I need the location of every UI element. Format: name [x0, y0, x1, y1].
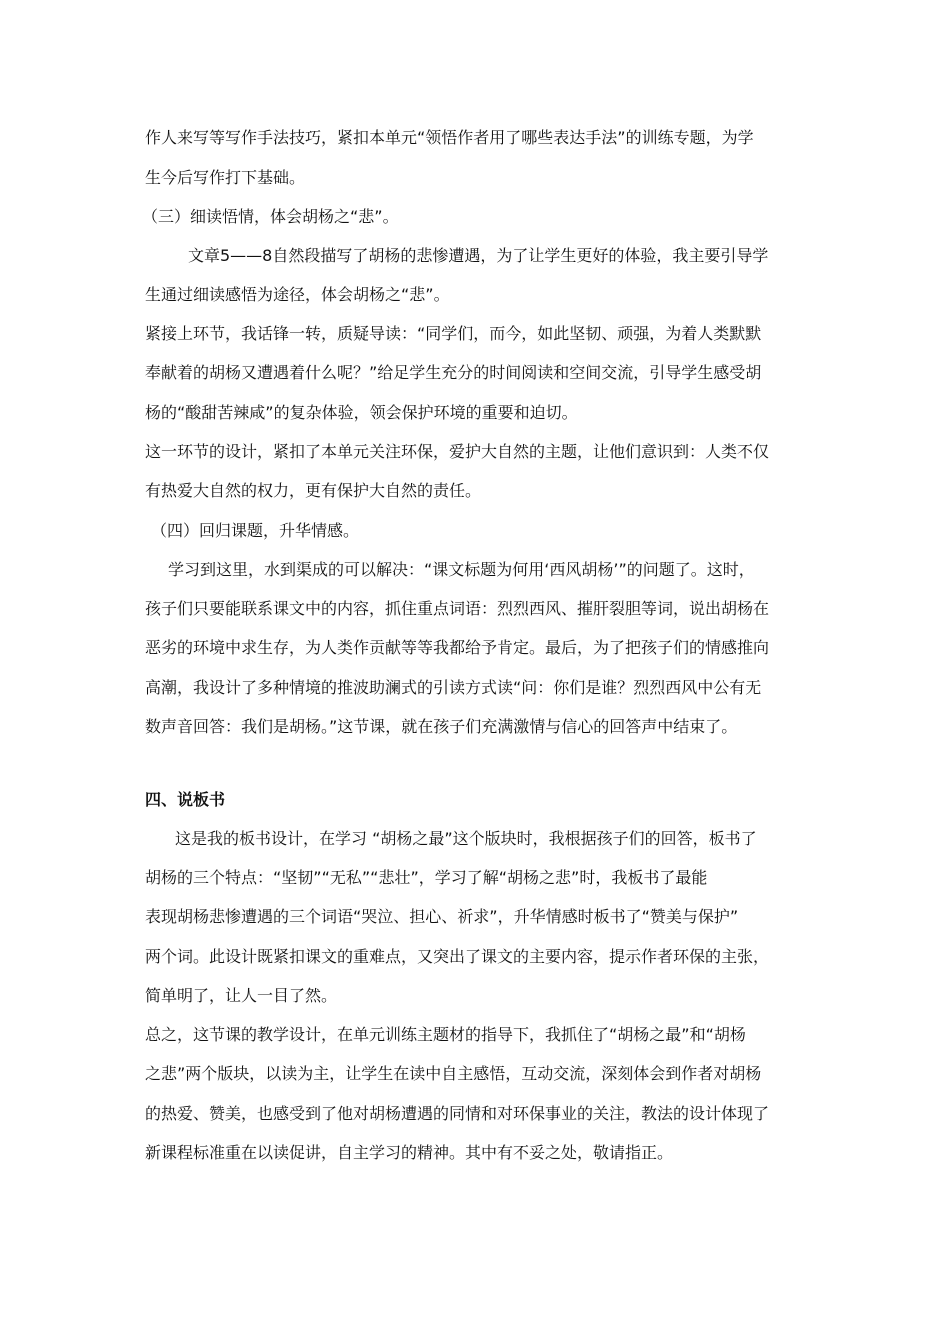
text-line: 数声音回答：我们是胡杨。”这节课，就在孩子们充满激情与信心的回答声中结束了。 [145, 717, 738, 736]
text-line: 奉献着的胡杨又遭遇着什么呢？”给足学生充分的时间阅读和空间交流，引导学生感受胡 [145, 363, 762, 382]
text-line: 的热爱、赞美，也感受到了他对胡杨遭遇的同情和对环保事业的关注，教法的设计体现了 [145, 1104, 770, 1123]
text-line: 之悲”两个版块，以读为主，让学生在读中自主感悟，互动交流，深刻体会到作者对胡杨 [145, 1064, 762, 1083]
text-line: 有热爱大自然的权力，更有保护大自然的责任。 [145, 481, 482, 500]
text-line: 两个词。此设计既紧扣课文的重难点，又突出了课文的主要内容，提示作者环保的主张， [145, 947, 770, 966]
text-line: 紧接上环节，我话锋一转，质疑导读：“同学们，而今，如此坚韧、顽强，为着人类默默 [145, 324, 762, 343]
text-line: 杨的“酸甜苦辣咸”的复杂体验，领会保护环境的重要和迫切。 [145, 403, 578, 422]
text-line: 学习到这里，水到渠成的可以解决：“课文标题为何用‘西风胡杨’”的问题了。这时， [168, 560, 755, 579]
text-line: 新课程标准重在以读促讲，自主学习的精神。其中有不妥之处，敬请指正。 [145, 1143, 674, 1162]
text-line: 这一环节的设计，紧扣了本单元关注环保，爱护大自然的主题，让他们意识到：人类不仅 [145, 442, 770, 461]
text-line: 这是我的板书设计，在学习 “胡杨之最”这个版块时，我根据孩子们的回答，板书了 [175, 829, 757, 848]
section-heading-4: （四）回归课题，升华情感。 [151, 521, 360, 540]
text-line: 总之，这节课的教学设计，在单元训练主题材的指导下，我抓住了“胡杨之最”和“胡杨 [145, 1025, 746, 1044]
text-line: 表现胡杨悲惨遭遇的三个词语“哭泣、担心、祈求”，升华情感时板书了“赞美与保护” [145, 907, 739, 926]
text-line: 文章5——8自然段描写了胡杨的悲惨遭遇，为了让学生更好的体验，我主要引导学 [188, 246, 769, 265]
text-line: 生今后写作打下基础。 [145, 168, 306, 187]
section-heading-3: （三）细读悟情，体会胡杨之“悲”。 [142, 207, 399, 226]
text-line: 恶劣的环境中求生存，为人类作贡献等等我都给予肯定。最后，为了把孩子们的情感推向 [145, 638, 770, 657]
text-line: 孩子们只要能联系课文中的内容，抓住重点词语：烈烈西风、摧肝裂胆等词，说出胡杨在 [145, 599, 770, 618]
text-line: 高潮，我设计了多种情境的推波助澜式的引读方式读“问：你们是谁？烈烈西风中公有无 [145, 678, 762, 697]
text-line: 胡杨的三个特点：“坚韧”“无私”“悲壮”，学习了解“胡杨之悲”时，我板书了最能 [145, 868, 708, 887]
text-line: 简单明了，让人一目了然。 [145, 986, 338, 1005]
text-line: 生通过细读感悟为途径，体会胡杨之“悲”。 [145, 285, 450, 304]
section-title-board: 四、说板书 [145, 790, 226, 809]
text-line: 作人来写等写作手法技巧，紧扣本单元“领悟作者用了哪些表达手法”的训练专题，为学 [145, 128, 754, 147]
